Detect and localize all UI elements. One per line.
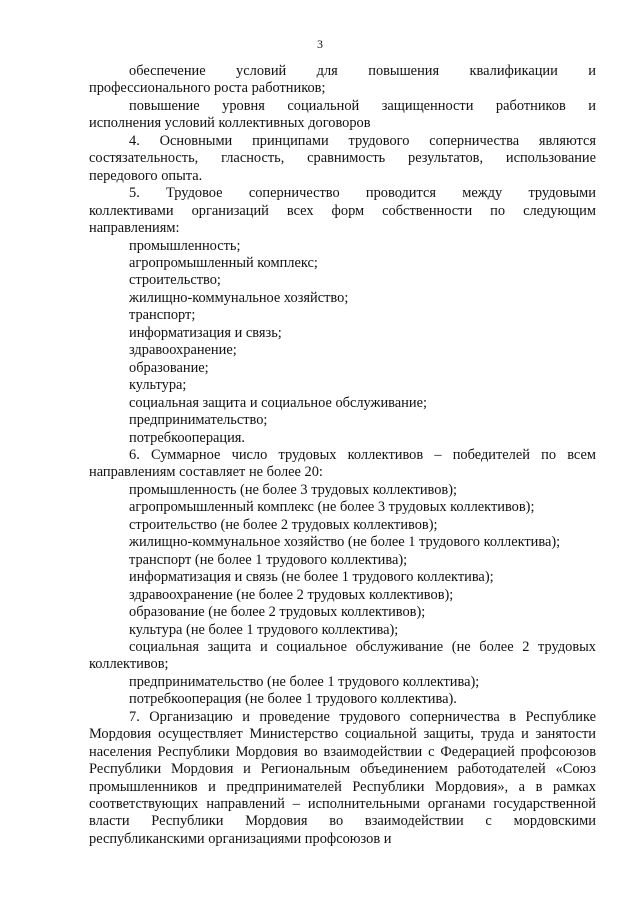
- text-line: здравоохранение;: [129, 342, 237, 359]
- text-line: жилищно-коммунальное хозяйство (не более 1 трудового коллектива);: [129, 534, 561, 551]
- text-line: социальная защита и социальное обслуживание (не более 2 трудовых: [129, 638, 596, 655]
- text-line: предпринимательство;: [129, 412, 268, 429]
- text-line: информатизация и связь;: [129, 324, 282, 341]
- text-line: образование (не более 2 трудовых коллективов);: [129, 604, 426, 621]
- text-lines: [89, 63, 596, 709]
- text-line: здравоохранение (не более 2 трудовых коллективов);: [129, 586, 454, 603]
- text-line: строительство (не более 2 трудовых коллективов);: [129, 516, 438, 533]
- text-line: образование;: [129, 359, 209, 376]
- text-line: передового опыта.: [89, 167, 203, 184]
- paragraph-7: 7. Организацию и проведение трудового соперничества в Республике Мордовия осуществляет Министерство социальной защиты, труда и занятости населения Республики Мордовия во взаимодействии с Федерацией профсоюзов Республики Мордовия и Региональным объединением работодателей «Союз промышленников и предпринимателей Республики Мордовия», а в рамках соответствующих направлений – исполнительными органами государственной власти Республики Мордовия во взаимодействии с мордовскими республиканскими организациями профсоюзов и: [89, 708, 596, 847]
- text-line: культура;: [129, 377, 187, 394]
- text-line: направлениям:: [89, 220, 180, 237]
- text-line: исполнения условий коллективных договоров: [89, 115, 371, 132]
- text-line: социальная защита и социальное обслуживание;: [129, 394, 427, 411]
- text-line: потребкооперация.: [129, 429, 246, 446]
- text-line: коллективами организаций всех форм собственности по следующим: [89, 202, 596, 219]
- text-line: 4. Основными принципами трудового соперничества являются: [129, 132, 596, 149]
- text-line: обеспечение условий для повышения квалификации и: [129, 63, 596, 79]
- text-line: коллективов;: [89, 656, 169, 673]
- text-line: агропромышленный комплекс (не более 3 трудовых коллективов);: [129, 499, 535, 516]
- text-line: транспорт;: [129, 307, 196, 324]
- text-line: промышленность (не более 3 трудовых коллективов);: [129, 481, 458, 498]
- page-number: 3: [317, 37, 323, 51]
- text-line: профессионального роста работников;: [89, 80, 326, 97]
- text-line: культура (не более 1 трудового коллектива);: [129, 621, 399, 638]
- text-line: транспорт (не более 1 трудового коллектива);: [129, 551, 408, 568]
- text-line: жилищно-коммунальное хозяйство;: [129, 289, 349, 306]
- document-body: [89, 63, 596, 848]
- text-line: 5. Трудовое соперничество проводится между трудовыми: [129, 185, 596, 202]
- text-line: повышение уровня социальной защищенности работников и: [129, 97, 596, 114]
- text-line: информатизация и связь (не более 1 трудового коллектива);: [129, 569, 494, 586]
- text-line: строительство;: [129, 272, 221, 289]
- text-line: агропромышленный комплекс;: [129, 254, 318, 271]
- text-line: направлениям составляет не более 20:: [89, 464, 323, 481]
- text-line: предпринимательство (не более 1 трудового коллектива);: [129, 673, 480, 690]
- text-line: состязательность, гласность, сравнимость результатов, использование: [89, 150, 596, 167]
- text-line: промышленность;: [129, 237, 241, 254]
- text-line: 6. Суммарное число трудовых коллективов – победителей по всем: [129, 446, 596, 463]
- text-line: потребкооперация (не более 1 трудового коллектива).: [129, 691, 457, 708]
